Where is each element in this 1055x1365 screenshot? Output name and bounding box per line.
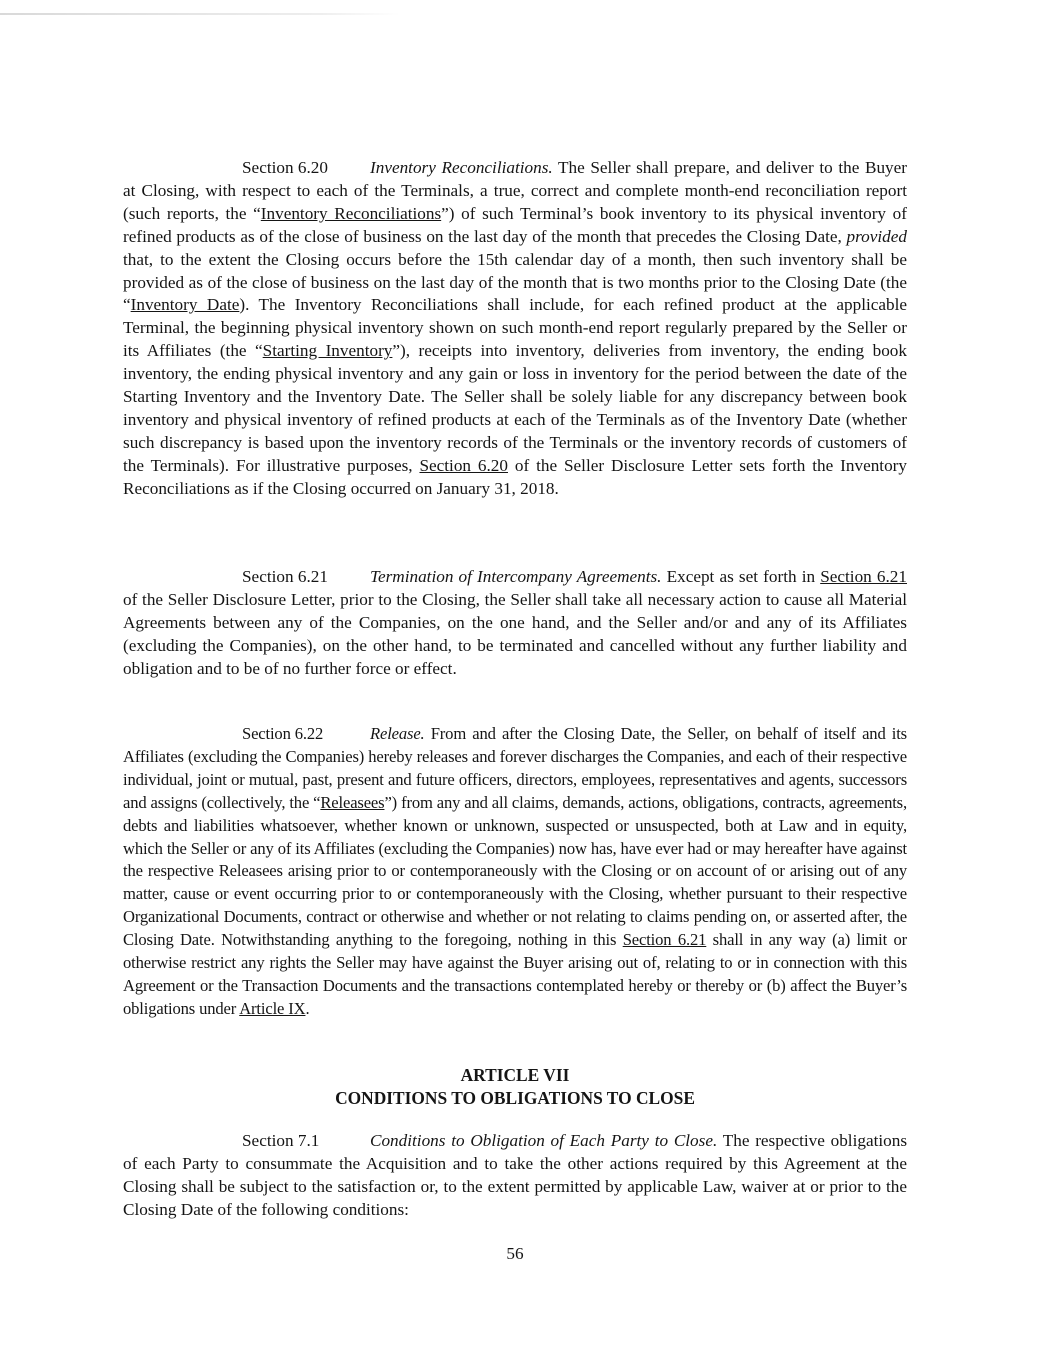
article-number: ARTICLE VII: [460, 1065, 570, 1085]
cross-reference-section-6-21-release: Section 6.21: [622, 930, 707, 950]
section-6-22-paragraph: Section 6.22 Release. From and after the Closing Date, the Seller, on behalf of itself and its Affiliates (excluding the Companies) hereby releases and forever discharges the Companies, and each of their respective individual, joint or mutual, past, present and future officers, directors, employees, representatives and agents, successors and assigns (collectively, the “Releasees”) from any and all claims, demands, actions, obligations, contracts, agreements, debts and liabilities whatsoever, whether known or unknown, suspected or unsuspected, both at Law and in equity, which the Seller or any of its Affiliates (excluding the Companies) now has, have ever had or may hereafter have against the respective Releasees arising prior to or contemporaneously with the Closing or on account of or arising out of any matter, cause or event occurring prior to or contemporaneously with the Closing, whether pursuant to their respective Organizational Documents, contract or otherwise and whether or not relating to claims pending on, or asserted after, the Closing Date. Notwithstanding anything to the foregoing, nothing in this Section 6.21 shall in any way (a) limit or otherwise restrict any rights the Seller may have against the Buyer arising out of, relating to or in connection with this Agreement or the Transaction Documents and the transactions contemplated hereby or thereby or (b) affect the Buyer’s obligations under Article IX.: [123, 724, 907, 1018]
defined-term-inventory-date: Inventory Date: [130, 295, 240, 315]
section-6-20-number: Section 6.20: [242, 158, 328, 177]
page-number: 56: [506, 1244, 524, 1263]
section-6-22-number: Section 6.22: [242, 724, 324, 743]
cross-reference-section-6-21: Section 6.21: [820, 567, 907, 586]
cross-reference-section-6-20: Section 6.20: [419, 455, 508, 475]
article-heading: [123, 1064, 907, 1110]
section-7-1-number: Section 7.1: [242, 1131, 320, 1150]
defined-term-starting-inventory: Starting Inventory: [262, 341, 393, 361]
section-6-22-title: Release.: [370, 724, 425, 743]
section-6-20-title: Inventory Reconciliations.: [370, 158, 553, 177]
section-6-21-paragraph: Section 6.21 Termination of Intercompany Agreements. Except as set forth in Section 6.21 of the Seller Disclosure Letter, prior to the Closing, the Seller shall take all necessary action to cause all Material Agreements between any of the Companies, on the one hand, and the Seller and/or and any of its Affiliates (excluding the Companies), on the other hand, to be terminated and cancelled without any further liability and obligation and to be of no further force or effect.: [123, 567, 907, 678]
scan-artifact-line: [0, 13, 400, 15]
section-7-1-title: Conditions to Obligation of Each Party to Close.: [370, 1131, 718, 1150]
section-6-21-number: Section 6.21: [242, 567, 328, 586]
defined-term-inventory-reconciliations: Inventory Reconciliations: [260, 203, 442, 223]
section-6-20-paragraph: Section 6.20 Inventory Reconciliations. The Seller shall prepare, and deliver to the Buyer at Closing, with respect to each of the Terminals, a true, correct and complete month-end reconciliation report (such reports, the “Inventory Reconciliations”) of such Terminal’s book inventory to its physical inventory of refined products as of the close of business on the last day of the month that precedes the Closing Date, provided that, to the extent the Closing occurs before the 15th calendar day of a month, then such inventory shall be provided as of the close of business on the last day of the month that is two months prior to the Closing Date (the “Inventory Date). The Inventory Reconciliations shall include, for each refined product at the applicable Terminal, the beginning physical inventory shown on such month-end report regularly prepared by the Seller or its Affiliates (the “Starting Inventory”), receipts into inventory, deliveries from inventory, the ending book inventory, the ending physical inventory and any gain or loss in inventory for the period between the date of the Starting Inventory and the Inventory Date. The Seller shall be solely liable for any discrepancy between book inventory and physical inventory of refined products at each of the Terminals as of the Inventory Date (whether such discrepancy is based upon the inventory records of the Terminals or the inventory records of customers of the Terminals). For illustrative purposes, Section 6.20 of the Seller Disclosure Letter sets forth the Inventory Reconciliations as if the Closing occurred on January 31, 2018.: [123, 158, 907, 498]
provided-term: provided: [846, 226, 907, 246]
section-6-21-title: Termination of Intercompany Agreements.: [370, 567, 662, 586]
defined-term-releasees: Releasees: [320, 792, 385, 812]
cross-reference-article-ix: Article IX: [239, 998, 306, 1018]
section-7-1-paragraph: Section 7.1 Conditions to Obligation of Each Party to Close. The respective obligations of each Party to consummate the Acquisition and to take the other actions required by this Agreement at the Closing shall be subject to the satisfaction or, to the extent permitted by applicable Law, waiver at or prior to the Closing Date of the following conditions:: [123, 1131, 908, 1219]
article-title: CONDITIONS TO OBLIGATIONS TO CLOSE: [335, 1088, 695, 1108]
